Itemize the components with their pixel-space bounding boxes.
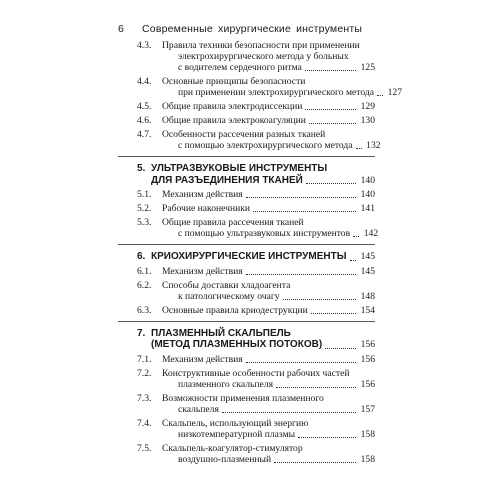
dot-leader bbox=[353, 236, 359, 237]
entry-number: 7.2. bbox=[137, 367, 152, 379]
entry-page-number: 140 bbox=[360, 189, 375, 200]
entry-page-number: 130 bbox=[360, 115, 375, 126]
entry-page-number: 145 bbox=[360, 265, 375, 277]
entry-title-line: плазменного скальпеля bbox=[178, 378, 273, 390]
dot-leader bbox=[350, 260, 356, 261]
toc-subsection-entry[interactable] bbox=[118, 305, 375, 316]
entry-page-number: 157 bbox=[360, 403, 375, 415]
entry-page-number: 158 bbox=[360, 428, 375, 440]
entry-page-number: 156 bbox=[360, 378, 375, 390]
entry-number: 4.3. bbox=[137, 40, 152, 51]
entry-page-number: 141 bbox=[360, 203, 375, 214]
dot-leader bbox=[311, 313, 356, 314]
toc-subsection-entry[interactable] bbox=[118, 115, 375, 126]
entry-page-number: 156 bbox=[360, 353, 375, 365]
entry-number: 6. bbox=[137, 251, 146, 262]
dot-leader bbox=[305, 109, 356, 110]
dot-leader bbox=[253, 211, 356, 212]
toc-subsection-entry[interactable] bbox=[118, 393, 375, 415]
entry-title-line: Скальпель, использующий энергию bbox=[162, 417, 309, 429]
entry-page-number: 145 bbox=[360, 251, 375, 262]
entry-title-line: с водителем сердечного ритма bbox=[178, 62, 302, 73]
entry-title-line: Возможности применения плазменного bbox=[162, 392, 324, 404]
page-number: 6 bbox=[118, 23, 124, 35]
section-divider bbox=[118, 244, 375, 245]
entry-title-line: воздушно-плазменный bbox=[178, 453, 272, 465]
entry-page-number: 154 bbox=[360, 304, 375, 316]
dot-leader bbox=[246, 197, 356, 198]
entry-title-line: Общие правила рассечения тканей bbox=[162, 217, 304, 228]
toc-subsection-entry[interactable] bbox=[118, 203, 375, 214]
dot-leader bbox=[274, 462, 356, 463]
running-header bbox=[118, 22, 388, 36]
entry-title-line: Механизм действия bbox=[162, 265, 243, 277]
entry-title-line: с помощью ультразвуковых инструментов bbox=[178, 228, 351, 239]
entry-title-line: Общие правила электрокоагуляции bbox=[162, 115, 306, 126]
dot-leader bbox=[305, 70, 356, 71]
entry-title-line: при применении электрохирургического метода bbox=[178, 87, 375, 98]
entry-number: 4.5. bbox=[137, 101, 152, 112]
entry-title-line: скальпеля bbox=[178, 403, 219, 415]
toc-subsection-entry[interactable] bbox=[118, 40, 375, 73]
entry-title-line: Общие правила электродиссекции bbox=[162, 101, 303, 112]
toc-chapter-entry[interactable] bbox=[118, 163, 375, 186]
table-of-contents bbox=[118, 40, 403, 468]
toc-subsection-entry[interactable] bbox=[118, 354, 375, 365]
toc-subsection-entry[interactable] bbox=[118, 189, 375, 200]
toc-subsection-entry[interactable] bbox=[118, 368, 375, 390]
entry-title-line: (МЕТОД ПЛАЗМЕННЫХ ПОТОКОВ) bbox=[151, 339, 323, 350]
entry-title-line: низкотемпературной плазмы bbox=[178, 428, 296, 440]
section-divider bbox=[118, 321, 375, 322]
entry-title-line: с помощью электрохирургического метода bbox=[178, 140, 353, 151]
dot-leader bbox=[283, 299, 356, 300]
entry-number: 5.2. bbox=[137, 203, 152, 214]
entry-title-line: Основные правила криодеструкции bbox=[162, 304, 308, 316]
entry-title-line: Основные принципы безопасности bbox=[162, 76, 306, 87]
dot-leader bbox=[222, 412, 356, 413]
toc-chapter-entry[interactable] bbox=[118, 251, 375, 263]
dot-leader bbox=[298, 437, 356, 438]
dot-leader bbox=[309, 123, 356, 124]
toc-subsection-entry[interactable] bbox=[118, 129, 381, 151]
entry-number: 6.1. bbox=[137, 265, 152, 277]
section-divider bbox=[118, 156, 375, 157]
entry-title-line: к патологическому очагу bbox=[178, 290, 280, 302]
entry-title-line: ДЛЯ РАЗЪЕДИНЕНИЯ ТКАНЕЙ bbox=[151, 174, 303, 186]
entry-title-line: КРИОХИРУРГИЧЕСКИЕ ИНСТРУМЕНТЫ bbox=[151, 251, 347, 262]
entry-page-number: 142 bbox=[363, 228, 379, 239]
entry-number: 5. bbox=[137, 163, 146, 174]
entry-title-line: электрохирургического метода у больных bbox=[178, 51, 349, 62]
entry-title-line: Способы доставки хладоагента bbox=[162, 279, 291, 291]
entry-number: 7. bbox=[137, 327, 146, 339]
entry-title-line: Конструктивные особенности рабочих частей bbox=[162, 367, 350, 379]
entry-page-number: 148 bbox=[360, 290, 375, 302]
entry-page-number: 125 bbox=[360, 62, 375, 73]
entry-page-number: 156 bbox=[360, 339, 375, 350]
entry-number: 6.2. bbox=[137, 279, 152, 291]
toc-chapter-entry[interactable] bbox=[118, 328, 375, 351]
toc-subsection-entry[interactable] bbox=[118, 217, 379, 239]
entry-page-number: 158 bbox=[360, 453, 375, 465]
entry-number: 4.4. bbox=[137, 76, 152, 87]
entry-number: 7.4. bbox=[137, 417, 152, 429]
toc-subsection-entry[interactable] bbox=[118, 443, 375, 465]
entry-title-line: ПЛАЗМЕННЫЙ СКАЛЬПЕЛЬ bbox=[151, 327, 291, 339]
entry-number: 7.5. bbox=[137, 442, 152, 454]
entry-number: 6.3. bbox=[137, 304, 152, 316]
entry-title-line: Механизм действия bbox=[162, 353, 243, 365]
dot-leader bbox=[306, 183, 356, 184]
entry-page-number: 129 bbox=[360, 101, 375, 112]
entry-number: 5.1. bbox=[137, 189, 152, 200]
toc-subsection-entry[interactable] bbox=[118, 76, 403, 98]
entry-number: 4.7. bbox=[137, 129, 152, 140]
dot-leader bbox=[377, 95, 383, 96]
entry-number: 5.3. bbox=[137, 217, 152, 228]
entry-page-number: 132 bbox=[366, 140, 381, 151]
entry-title-line: Особенности рассечения разных тканей bbox=[162, 129, 326, 140]
entry-page-number: 127 bbox=[387, 87, 403, 98]
entry-number: 7.1. bbox=[137, 353, 152, 365]
entry-page-number: 140 bbox=[360, 174, 375, 186]
entry-title-line: Рабочие наконечники bbox=[162, 203, 251, 214]
dot-leader bbox=[246, 362, 356, 363]
running-title: Современные хирургические инструменты bbox=[142, 23, 363, 35]
entry-number: 7.3. bbox=[137, 392, 152, 404]
entry-number: 4.6. bbox=[137, 115, 152, 126]
toc-subsection-entry[interactable] bbox=[118, 266, 375, 277]
entry-title-line: Правила техники безопасности при применении bbox=[162, 40, 360, 51]
dot-leader bbox=[276, 387, 356, 388]
entry-title-line: УЛЬТРАЗВУКОВЫЕ ИНСТРУМЕНТЫ bbox=[151, 163, 328, 174]
entry-title-line: Механизм действия bbox=[162, 189, 243, 200]
toc-subsection-entry[interactable] bbox=[118, 101, 375, 112]
dot-leader bbox=[325, 348, 356, 349]
dot-leader bbox=[356, 148, 362, 149]
toc-subsection-entry[interactable] bbox=[118, 280, 375, 302]
toc-subsection-entry[interactable] bbox=[118, 418, 375, 440]
entry-title-line: Скальпель-коагулятор-стимулятор bbox=[162, 442, 303, 454]
dot-leader bbox=[246, 274, 356, 275]
